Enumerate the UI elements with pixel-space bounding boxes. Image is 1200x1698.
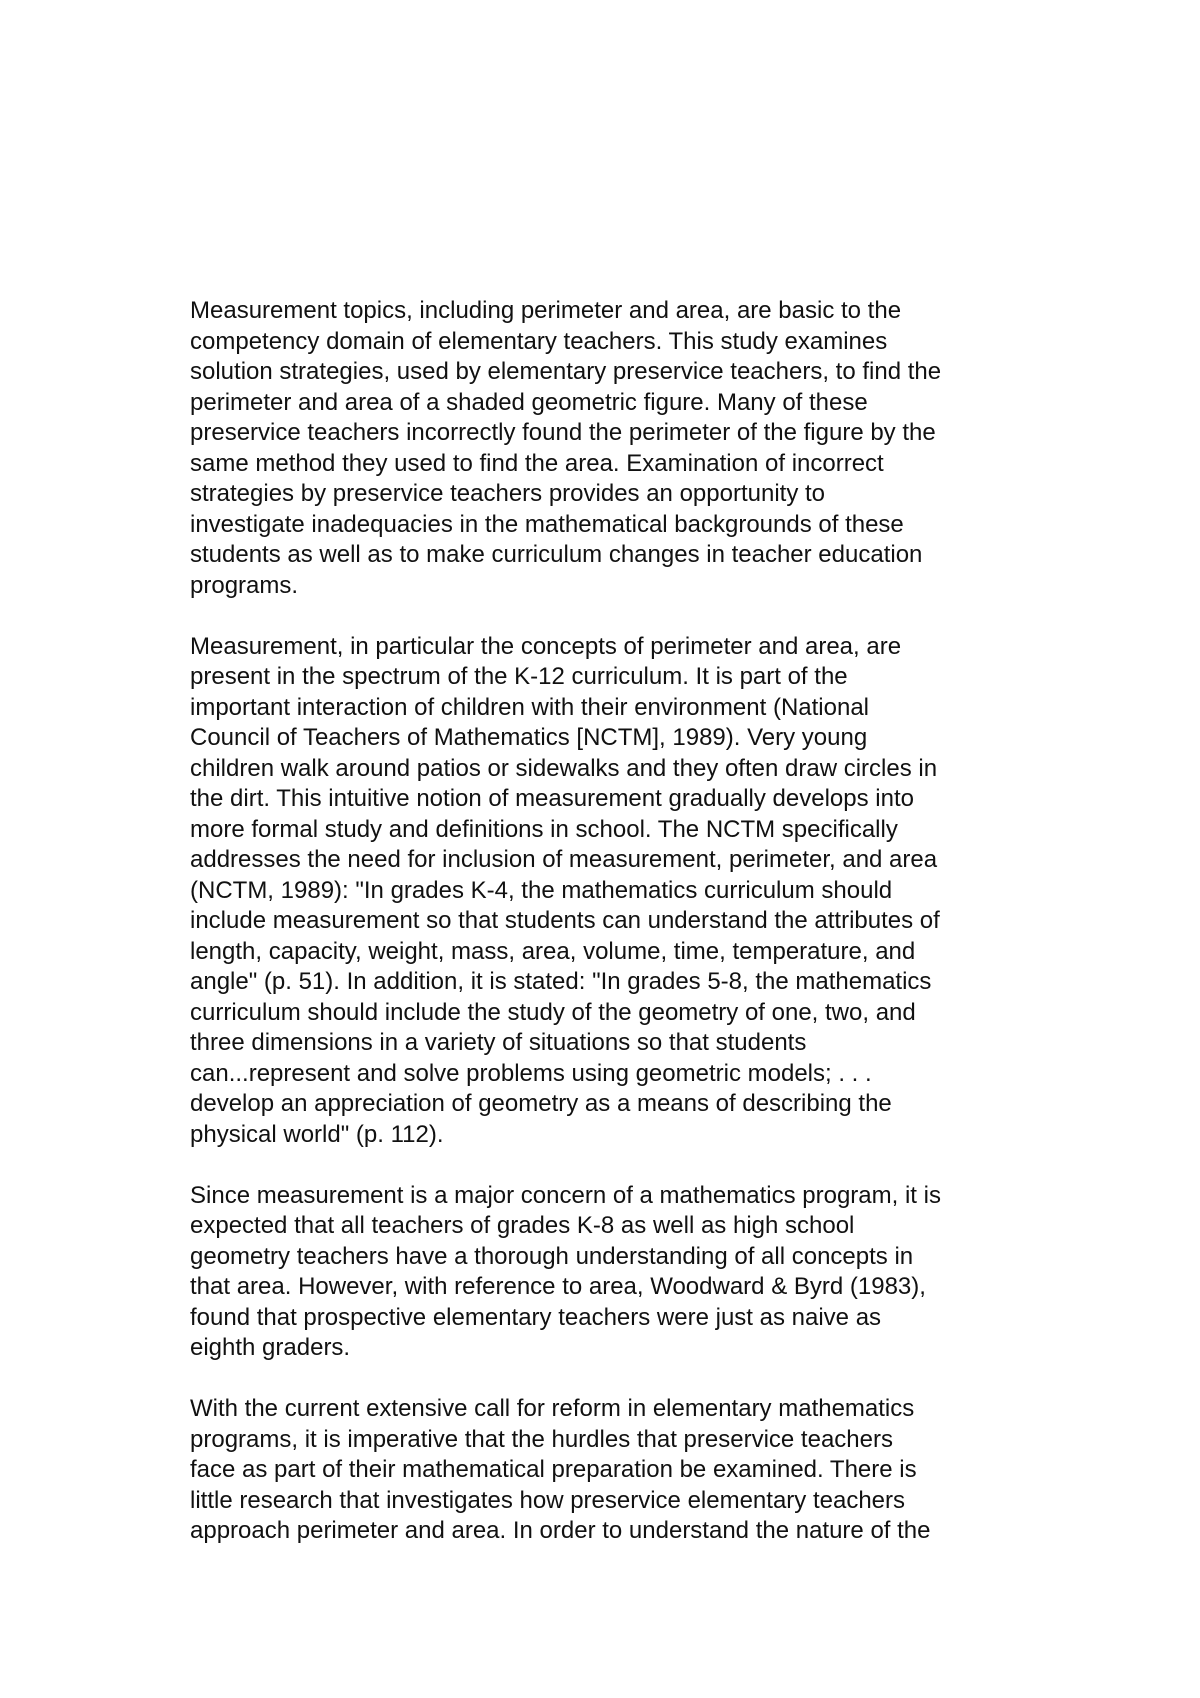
text-line: little research that investigates how preservice elementary teachers xyxy=(190,1486,906,1514)
text-line: length, capacity, weight, mass, area, volume, time, temperature, and xyxy=(190,937,916,965)
text-line: same method they used to find the area. Examination of incorrect xyxy=(190,449,884,477)
text-line: (NCTM, 1989): "In grades K-4, the mathematics curriculum should xyxy=(190,876,893,904)
text-line: eighth graders. xyxy=(190,1334,351,1361)
paragraph xyxy=(190,296,1030,601)
text-line: Measurement, in particular the concepts of perimeter and area, are xyxy=(190,632,902,660)
text-line: perimeter and area of a shaded geometric figure. Many of these xyxy=(190,388,868,416)
document-body xyxy=(190,296,1030,1577)
text-line: three dimensions in a variety of situations so that students xyxy=(190,1029,807,1056)
text-line: present in the spectrum of the K-12 curriculum. It is part of the xyxy=(190,663,848,690)
paragraph xyxy=(190,1394,1030,1547)
text-line: physical world" (p. 112). xyxy=(190,1120,444,1148)
text-line: found that prospective elementary teachers were just as naive as xyxy=(190,1303,882,1331)
text-line: the dirt. This intuitive notion of measurement gradually develops into xyxy=(190,785,914,812)
text-line: strategies by preservice teachers provides an opportunity to xyxy=(190,480,826,507)
text-line: that area. However, with reference to area, Woodward & Byrd (1983), xyxy=(190,1273,926,1300)
text-line: With the current extensive call for reform in elementary mathematics xyxy=(190,1395,915,1422)
text-line: approach perimeter and area. In order to understand the nature of the xyxy=(190,1517,931,1544)
text-line: investigate inadequacies in the mathematical backgrounds of these xyxy=(190,510,904,538)
text-line: programs, it is imperative that the hurdles that preservice teachers xyxy=(190,1425,893,1453)
text-line: geometry teachers have a thorough understanding of all concepts in xyxy=(190,1242,914,1270)
text-line: Council of Teachers of Mathematics [NCTM], 1989). Very young xyxy=(190,724,868,751)
paragraph xyxy=(190,632,1030,1151)
text-line: develop an appreciation of geometry as a means of describing the xyxy=(190,1090,892,1117)
text-line: addresses the need for inclusion of measurement, perimeter, and area xyxy=(190,846,938,873)
text-line: face as part of their mathematical preparation be examined. There is xyxy=(190,1456,917,1483)
text-line: Measurement topics, including perimeter and area, are basic to the xyxy=(190,297,902,324)
text-line: curriculum should include the study of the geometry of one, two, and xyxy=(190,998,916,1026)
text-line: students as well as to make curriculum changes in teacher education xyxy=(190,541,923,568)
text-line: important interaction of children with their environment (National xyxy=(190,693,869,721)
text-line: expected that all teachers of grades K-8 as well as high school xyxy=(190,1212,855,1239)
text-line: children walk around patios or sidewalks and they often draw circles in xyxy=(190,754,938,782)
text-line: competency domain of elementary teachers. This study examines xyxy=(190,327,888,355)
text-line: solution strategies, used by elementary preservice teachers, to find the xyxy=(190,358,942,385)
text-line: include measurement so that students can understand the attributes of xyxy=(190,907,940,934)
paragraph xyxy=(190,1181,1030,1364)
text-line: programs. xyxy=(190,571,299,599)
text-line: preservice teachers incorrectly found the perimeter of the figure by the xyxy=(190,419,936,446)
text-line: Since measurement is a major concern of a mathematics program, it is xyxy=(190,1181,941,1209)
text-line: more formal study and definitions in school. The NCTM specifically xyxy=(190,815,898,843)
text-line: angle" (p. 51). In addition, it is stated: "In grades 5-8, the mathematics xyxy=(190,968,932,995)
text-line: can...represent and solve problems using geometric models; . . . xyxy=(190,1059,872,1087)
